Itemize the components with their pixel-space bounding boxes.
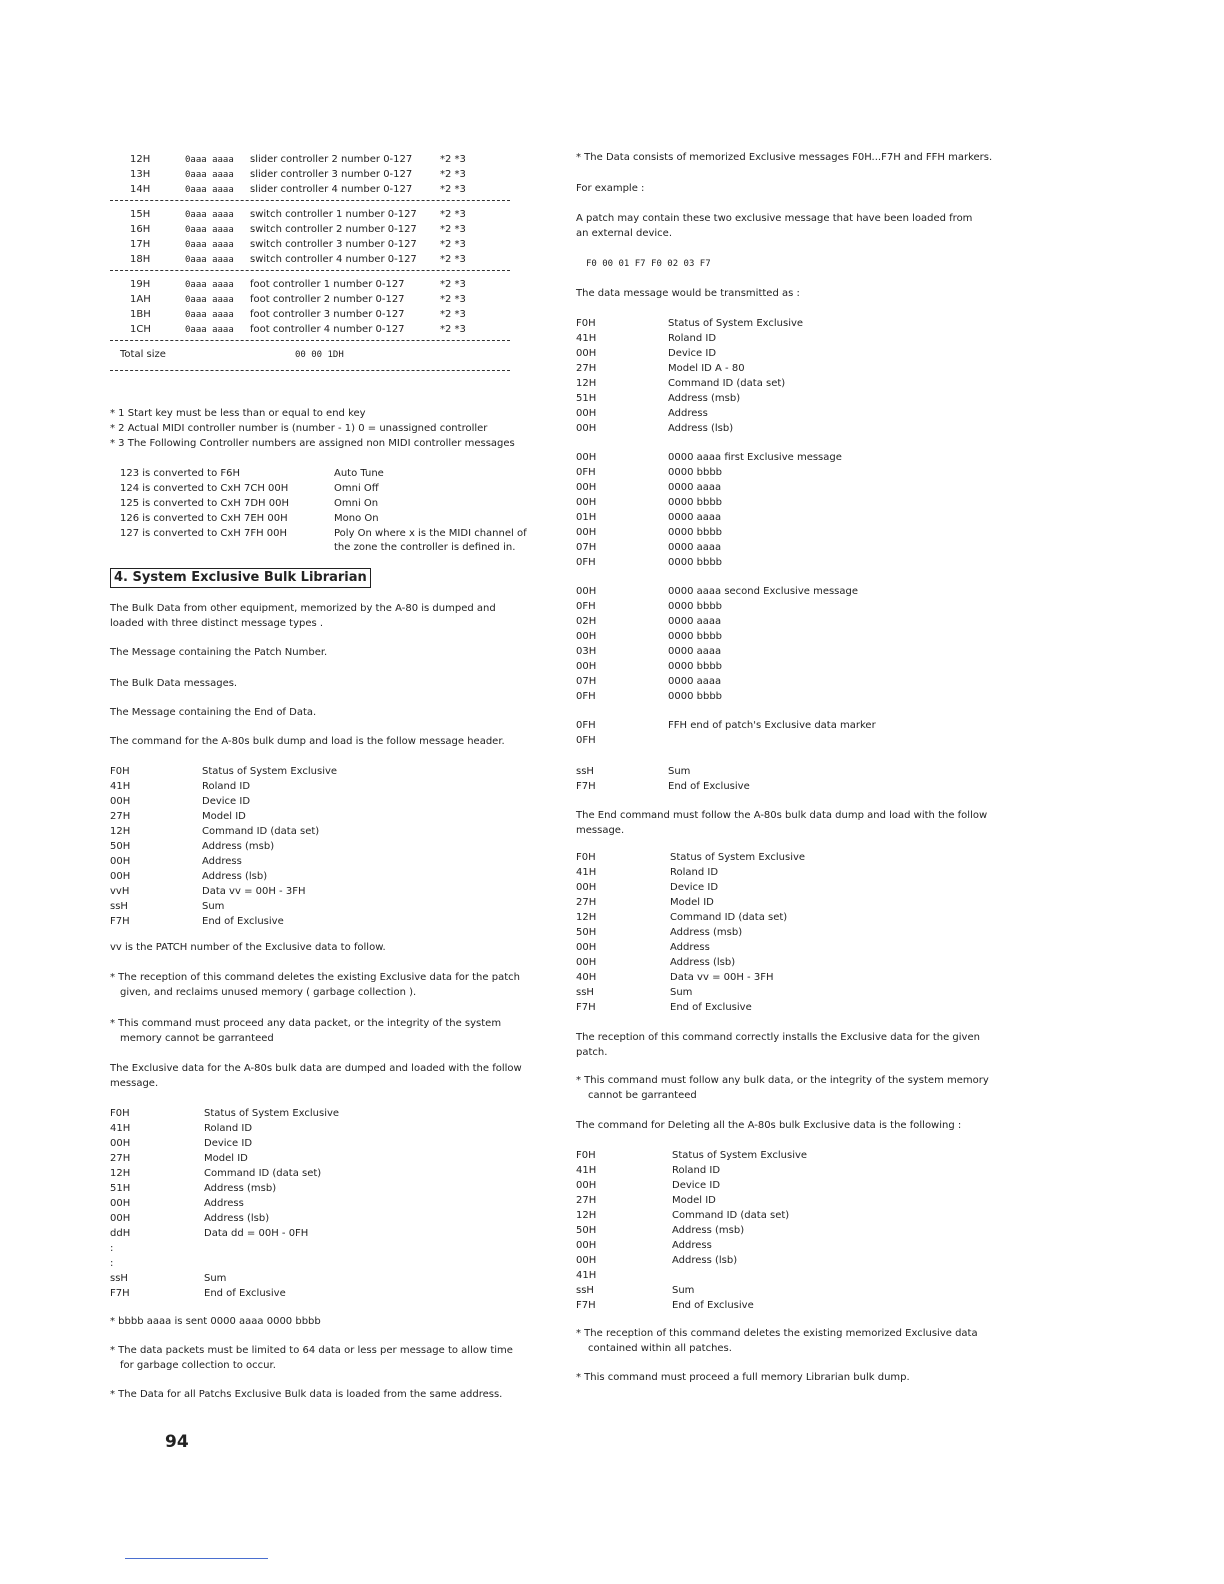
message-description: Model ID <box>670 897 714 908</box>
message-code: F7H <box>110 916 130 927</box>
message-description: 0000 aaaa <box>668 542 722 553</box>
message-code: 00H <box>576 408 597 419</box>
table-param-format: 0aaa aaaa <box>185 310 234 320</box>
message-code: 12H <box>576 1210 597 1221</box>
message-code: 02H <box>576 616 597 627</box>
table-param-description: foot controller 2 number 0-127 <box>250 294 405 305</box>
end-intro-line-1: The End command must follow the A-80s bulk data dump and load with the follow <box>576 810 988 821</box>
table-param-format: 0aaa aaaa <box>185 170 234 180</box>
bulk-intro-line-1: The Exclusive data for the A-80s bulk data are dumped and loaded with the follow <box>110 1063 522 1074</box>
message-description: 0000 aaaa second Exclusive message <box>668 586 859 597</box>
message-description: End of Exclusive <box>204 1288 286 1299</box>
conversion-text: 124 is converted to CxH 7CH 00H <box>120 483 289 494</box>
bulk-message-table <box>110 1108 570 1308</box>
message-description: Status of System Exclusive <box>672 1150 808 1161</box>
message-description: FFH end of patch's Exclusive data marker <box>668 720 876 731</box>
message-code: 00H <box>576 631 597 642</box>
table-param-number: 14H <box>130 184 151 195</box>
message-description: 0000 aaaa <box>668 482 722 493</box>
table-param-notes: *2 *3 <box>440 184 466 195</box>
table-param-description: switch controller 1 number 0-127 <box>250 209 417 220</box>
table-param-notes: *2 *3 <box>440 279 466 290</box>
proceed-note-line-1: * This command must proceed any data packet, or the integrity of the system <box>110 1018 502 1029</box>
parameter-table <box>110 150 510 390</box>
message-description: Sum <box>202 901 225 912</box>
message-code: 00H <box>110 796 131 807</box>
message-code: 41H <box>110 781 131 792</box>
message-code: F7H <box>110 1288 130 1299</box>
message-code: 27H <box>110 1153 131 1164</box>
message-code: 27H <box>576 1195 597 1206</box>
for-example: For example : <box>576 183 645 194</box>
message-description: End of Exclusive <box>672 1300 754 1311</box>
message-description: Address <box>668 408 708 419</box>
table-param-description: switch controller 4 number 0-127 <box>250 254 417 265</box>
message-code: 00H <box>110 856 131 867</box>
table-param-notes: *2 *3 <box>440 169 466 180</box>
conversion-function: Omni On <box>334 498 379 509</box>
table-param-number: 17H <box>130 239 151 250</box>
table-total-label: Total size <box>120 349 166 360</box>
message-description: Address (msb) <box>202 841 275 852</box>
table-param-description: switch controller 2 number 0-127 <box>250 224 417 235</box>
message-description: 0000 bbbb <box>668 467 723 478</box>
patch-intro-line-2: an external device. <box>576 228 672 239</box>
section-heading: 4. System Exclusive Bulk Librarian <box>110 568 371 588</box>
message-description: Address (msb) <box>670 927 743 938</box>
message-code: 00H <box>576 497 597 508</box>
message-description: Sum <box>672 1285 695 1296</box>
table-param-description: switch controller 3 number 0-127 <box>250 239 417 250</box>
message-description: 0000 aaaa first Exclusive message <box>668 452 842 463</box>
message-description: Command ID (data set) <box>202 826 320 837</box>
table-param-notes: *2 *3 <box>440 154 466 165</box>
message-code: 00H <box>576 452 597 463</box>
message-code: F0H <box>576 852 596 863</box>
table-param-format: 0aaa aaaa <box>185 255 234 265</box>
footer-rule <box>125 1558 268 1559</box>
message-code: 00H <box>576 661 597 672</box>
end-marker-group <box>576 720 1036 750</box>
message-code: 0FH <box>576 691 596 702</box>
message-description: 0000 bbbb <box>668 557 723 568</box>
message-code: 41H <box>576 333 597 344</box>
message-type-2: The Bulk Data messages. <box>110 678 238 689</box>
message-code: 00H <box>576 1180 597 1191</box>
left-column <box>110 150 580 1410</box>
message-description: Command ID (data set) <box>670 912 788 923</box>
message-description: 0000 aaaa <box>668 646 722 657</box>
footnote-2: * 2 Actual MIDI controller number is (number - 1) 0 = unassigned controller <box>110 423 488 434</box>
message-description: Address <box>672 1240 712 1251</box>
intro-line-1: The Bulk Data from other equipment, memorized by the A-80 is dumped and <box>110 603 496 614</box>
example-bytes: F0 00 01 F7 F0 02 03 F7 <box>586 259 711 269</box>
message-code: 12H <box>110 1168 131 1179</box>
packet-note-line-1: * The data packets must be limited to 64 data or less per message to allow time <box>110 1345 513 1356</box>
conversion-text: 125 is converted to CxH 7DH 00H <box>120 498 289 509</box>
message-code: 50H <box>110 841 131 852</box>
message-code: 50H <box>576 1225 597 1236</box>
message-description: Address (msb) <box>672 1225 745 1236</box>
table-param-description: slider controller 2 number 0-127 <box>250 154 413 165</box>
table-param-number: 15H <box>130 209 151 220</box>
table-param-format: 0aaa aaaa <box>185 240 234 250</box>
message-code: 12H <box>576 378 597 389</box>
message-code: 41H <box>576 1270 597 1281</box>
message-code: ssH <box>110 1273 128 1284</box>
message-code: F0H <box>110 766 130 777</box>
message-code: : <box>110 1243 114 1254</box>
table-param-notes: *2 *3 <box>440 209 466 220</box>
message-code: 41H <box>576 1165 597 1176</box>
table-param-description: foot controller 3 number 0-127 <box>250 309 405 320</box>
message-code: 41H <box>576 867 597 878</box>
follow-note-line-1: * This command must follow any bulk data, or the integrity of the system memory <box>576 1075 989 1086</box>
message-code: 00H <box>576 882 597 893</box>
right-column <box>576 150 1046 1410</box>
message-code: ddH <box>110 1228 131 1239</box>
footnote-3: * 3 The Following Controller numbers are assigned non MIDI controller messages <box>110 438 515 449</box>
message-code: 0FH <box>576 601 596 612</box>
table-param-number: 16H <box>130 224 151 235</box>
table-param-format: 0aaa aaaa <box>185 210 234 220</box>
message-description: 0000 aaaa <box>668 676 722 687</box>
message-type-3: The Message containing the End of Data. <box>110 707 317 718</box>
message-code: 07H <box>576 542 597 553</box>
message-code: 27H <box>110 811 131 822</box>
table-divider <box>110 270 510 271</box>
message-description: Data dd = 00H - 0FH <box>204 1228 309 1239</box>
message-description: Model ID <box>204 1153 248 1164</box>
delete-message-table <box>576 1150 1036 1320</box>
message-code: 0FH <box>576 735 596 746</box>
end-intro-line-2: message. <box>576 825 625 836</box>
table-param-number: 19H <box>130 279 151 290</box>
message-code: 12H <box>110 826 131 837</box>
message-description: Address (lsb) <box>204 1213 270 1224</box>
message-description: 0000 bbbb <box>668 631 723 642</box>
message-code: 00H <box>576 527 597 538</box>
message-description: Device ID <box>668 348 717 359</box>
message-description: Command ID (data set) <box>204 1168 322 1179</box>
message-code: 51H <box>110 1183 131 1194</box>
message-code: 27H <box>576 363 597 374</box>
message-description: Address (msb) <box>668 393 741 404</box>
conversion-function: Mono On <box>334 513 379 524</box>
message-description: Device ID <box>672 1180 721 1191</box>
message-description: Address <box>204 1198 244 1209</box>
message-code: F0H <box>576 318 596 329</box>
message-code: 12H <box>576 912 597 923</box>
message-description: Model ID <box>672 1195 716 1206</box>
message-code: vvH <box>110 886 130 897</box>
garbage-note-line-1: * The reception of this command deletes the existing Exclusive data for the patch <box>110 972 520 983</box>
page-number: 94 <box>165 1432 189 1452</box>
message-description: Address (lsb) <box>670 957 736 968</box>
message-code: 01H <box>576 512 597 523</box>
message-description: Data vv = 00H - 3FH <box>202 886 306 897</box>
message-code: 00H <box>110 1138 131 1149</box>
message-description: Sum <box>204 1273 227 1284</box>
patch-intro-line-1: A patch may contain these two exclusive message that have been loaded from <box>576 213 973 224</box>
header-intro: The command for the A-80s bulk dump and load is the follow message header. <box>110 736 505 747</box>
message-description: Address (msb) <box>204 1183 277 1194</box>
message-code: 50H <box>576 927 597 938</box>
message-code: F7H <box>576 1300 596 1311</box>
message-code: 0FH <box>576 720 596 731</box>
librarian-note: * This command must proceed a full memory Librarian bulk dump. <box>576 1372 910 1383</box>
conversion-continuation: the zone the controller is defined in. <box>334 542 516 553</box>
message-description: Device ID <box>202 796 251 807</box>
delete-intro: The command for Deleting all the A-80s bulk Exclusive data is the following : <box>576 1120 962 1131</box>
message-code: 00H <box>576 957 597 968</box>
message-description: Address (lsb) <box>668 423 734 434</box>
consists-note: * The Data consists of memorized Exclusive messages F0H...F7H and FFH markers. <box>576 152 993 163</box>
table-param-format: 0aaa aaaa <box>185 295 234 305</box>
table-param-description: slider controller 4 number 0-127 <box>250 184 413 195</box>
message-code: 0FH <box>576 557 596 568</box>
conversion-function: Auto Tune <box>334 468 384 479</box>
table-param-description: foot controller 1 number 0-127 <box>250 279 405 290</box>
message-description: Roland ID <box>670 867 719 878</box>
message-description: 0000 bbbb <box>668 527 723 538</box>
table-total-value: 00 00 1DH <box>295 350 344 360</box>
install-note-line-1: The reception of this command correctly installs the Exclusive data for the given <box>576 1032 980 1043</box>
message-code: 41H <box>110 1123 131 1134</box>
footnote-1: * 1 Start key must be less than or equal to end key <box>110 408 366 419</box>
message-description: 0000 bbbb <box>668 497 723 508</box>
message-description: 0000 aaaa <box>668 616 722 627</box>
vv-note: vv is the PATCH number of the Exclusive data to follow. <box>110 942 386 953</box>
delete-note-line-2: contained within all patches. <box>588 1343 732 1354</box>
message-description: 0000 bbbb <box>668 691 723 702</box>
bbbb-note: * bbbb aaaa is sent 0000 aaaa 0000 bbbb <box>110 1316 321 1327</box>
table-param-number: 18H <box>130 254 151 265</box>
table-param-format: 0aaa aaaa <box>185 155 234 165</box>
table-param-description: slider controller 3 number 0-127 <box>250 169 413 180</box>
header-message-table <box>110 766 570 926</box>
conversion-function: Poly On where x is the MIDI channel of <box>334 528 527 539</box>
sum-group <box>576 766 1036 796</box>
table-divider <box>110 340 510 341</box>
message-description: Status of System Exclusive <box>670 852 806 863</box>
message-code: : <box>110 1258 114 1269</box>
message-code: 00H <box>576 1240 597 1251</box>
message-code: 00H <box>576 1255 597 1266</box>
message-code: 00H <box>110 1198 131 1209</box>
conversion-function: Omni Off <box>334 483 379 494</box>
table-param-number: 13H <box>130 169 151 180</box>
message-code: 0FH <box>576 467 596 478</box>
conversion-text: 127 is converted to CxH 7FH 00H <box>120 528 288 539</box>
table-param-notes: *2 *3 <box>440 224 466 235</box>
first-exclusive-group <box>576 452 1036 568</box>
message-type-1: The Message containing the Patch Number. <box>110 647 328 658</box>
table-param-number: 1AH <box>130 294 151 305</box>
message-code: 00H <box>576 586 597 597</box>
table-param-notes: *2 *3 <box>440 239 466 250</box>
message-description: Address <box>202 856 242 867</box>
table-param-number: 1CH <box>130 324 151 335</box>
table-param-format: 0aaa aaaa <box>185 280 234 290</box>
message-description: Sum <box>670 987 693 998</box>
message-code: 00H <box>576 942 597 953</box>
message-description: Device ID <box>204 1138 253 1149</box>
table-divider <box>110 200 510 201</box>
message-description: Status of System Exclusive <box>202 766 338 777</box>
message-code: ssH <box>576 987 594 998</box>
message-description: Model ID A - 80 <box>668 363 745 374</box>
message-description: Status of System Exclusive <box>204 1108 340 1119</box>
message-code: F7H <box>576 1002 596 1013</box>
message-code: F0H <box>110 1108 130 1119</box>
table-param-format: 0aaa aaaa <box>185 185 234 195</box>
table-param-format: 0aaa aaaa <box>185 325 234 335</box>
message-code: 00H <box>576 423 597 434</box>
address-note: * The Data for all Patchs Exclusive Bulk data is loaded from the same address. <box>110 1389 503 1400</box>
table-bottom-rule <box>110 370 510 371</box>
table-param-notes: *2 *3 <box>440 254 466 265</box>
table-param-number: 12H <box>130 154 151 165</box>
message-code: 00H <box>110 1213 131 1224</box>
data-message-table <box>576 318 1036 434</box>
message-description: 0000 aaaa <box>668 512 722 523</box>
message-code: 00H <box>110 871 131 882</box>
transmit-intro: The data message would be transmitted as : <box>576 288 800 299</box>
proceed-note-line-2: memory cannot be garranteed <box>120 1033 274 1044</box>
message-description: End of Exclusive <box>670 1002 752 1013</box>
table-param-notes: *2 *3 <box>440 294 466 305</box>
table-param-notes: *2 *3 <box>440 324 466 335</box>
second-exclusive-group <box>576 586 1036 702</box>
message-description: Command ID (data set) <box>672 1210 790 1221</box>
message-description: End of Exclusive <box>668 781 750 792</box>
follow-note-line-2: cannot be garranteed <box>588 1090 697 1101</box>
conversion-text: 123 is converted to F6H <box>120 468 241 479</box>
message-code: ssH <box>576 766 594 777</box>
message-description: Status of System Exclusive <box>668 318 804 329</box>
message-description: End of Exclusive <box>202 916 284 927</box>
message-code: 07H <box>576 676 597 687</box>
message-description: Model ID <box>202 811 246 822</box>
garbage-note-line-2: given, and reclaims unused memory ( garbage collection ). <box>120 987 417 998</box>
message-description: Address <box>670 942 710 953</box>
message-description: Address (lsb) <box>672 1255 738 1266</box>
message-code: F7H <box>576 781 596 792</box>
message-description: 0000 bbbb <box>668 601 723 612</box>
message-description: Roland ID <box>202 781 251 792</box>
message-description: Command ID (data set) <box>668 378 786 389</box>
conversion-text: 126 is converted to CxH 7EH 00H <box>120 513 288 524</box>
intro-line-2: loaded with three distinct message types . <box>110 618 324 629</box>
table-param-format: 0aaa aaaa <box>185 225 234 235</box>
message-code: F0H <box>576 1150 596 1161</box>
message-description: Data vv = 00H - 3FH <box>670 972 774 983</box>
end-message-table <box>576 852 1036 1022</box>
table-param-description: foot controller 4 number 0-127 <box>250 324 405 335</box>
message-code: 40H <box>576 972 597 983</box>
delete-note-line-1: * The reception of this command deletes the existing memorized Exclusive data <box>576 1328 978 1339</box>
message-description: Device ID <box>670 882 719 893</box>
message-code: 00H <box>576 348 597 359</box>
message-code: ssH <box>110 901 128 912</box>
packet-note-line-2: for garbage collection to occur. <box>120 1360 276 1371</box>
message-code: 00H <box>576 482 597 493</box>
message-code: 03H <box>576 646 597 657</box>
message-description: Roland ID <box>672 1165 721 1176</box>
table-param-number: 1BH <box>130 309 151 320</box>
table-param-notes: *2 *3 <box>440 309 466 320</box>
message-description: Address (lsb) <box>202 871 268 882</box>
message-description: Roland ID <box>668 333 717 344</box>
message-description: Roland ID <box>204 1123 253 1134</box>
message-code: ssH <box>576 1285 594 1296</box>
install-note-line-2: patch. <box>576 1047 608 1058</box>
message-code: 51H <box>576 393 597 404</box>
bulk-intro-line-2: message. <box>110 1078 159 1089</box>
message-description: Sum <box>668 766 691 777</box>
message-description: 0000 bbbb <box>668 661 723 672</box>
message-code: 27H <box>576 897 597 908</box>
